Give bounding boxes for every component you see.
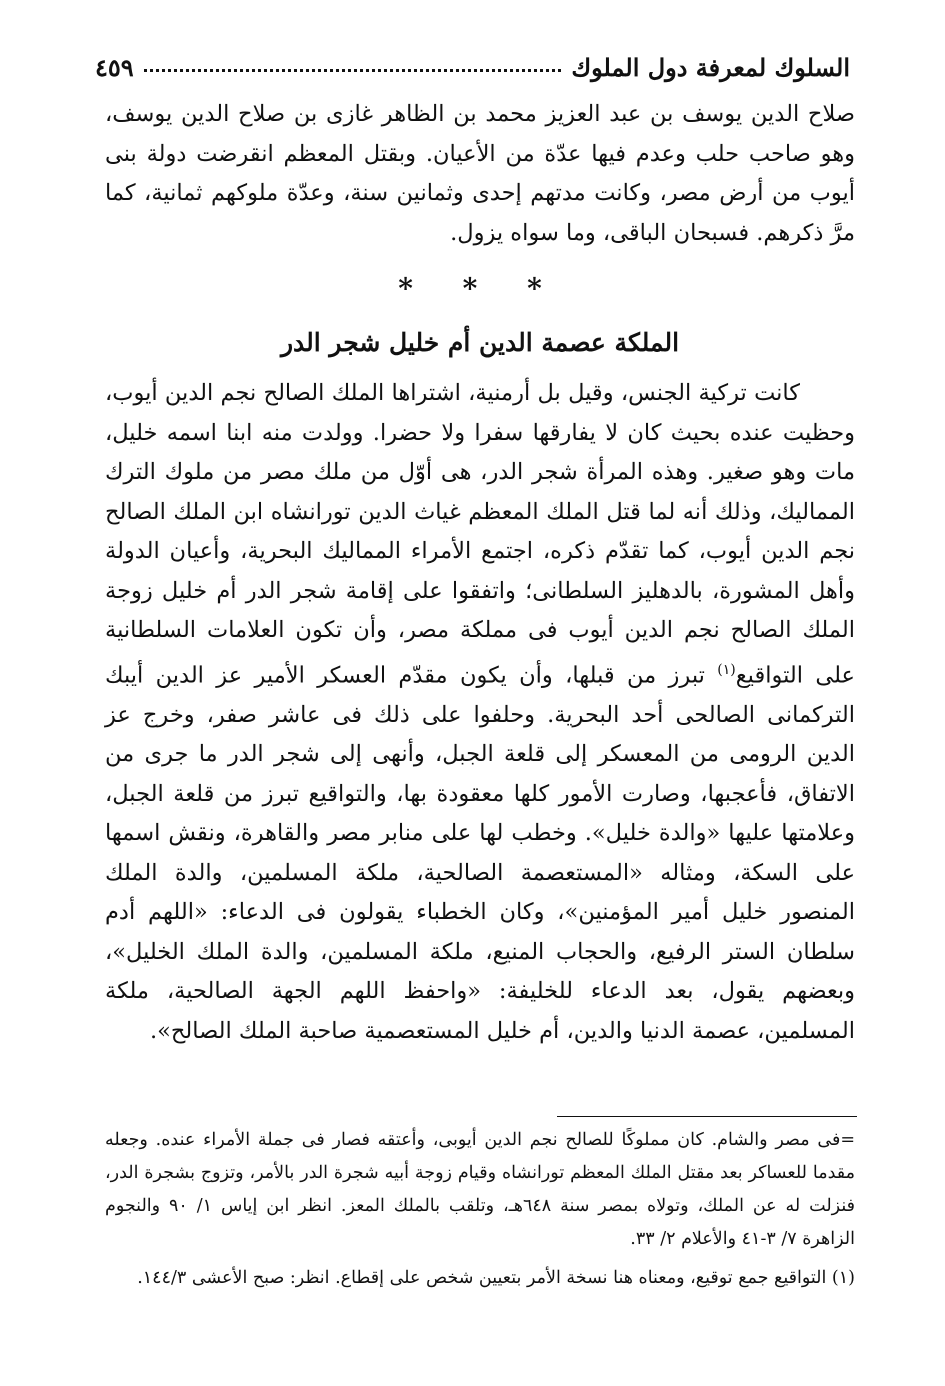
- header-dot-leader: [144, 69, 562, 72]
- main-paragraph-part-2: تبرز من قبلها، وأن يكون مقدّم العسكر الأمير عز الدين أيبك التركمانى الصالحى أحد البحرية. وحلفوا على ذلك فى عاشر صفر، وخرج عز الدين الرومى من المعسكر إلى قلعة الجبل، وأنهى إلى شجر الدر ما جرى من الاتفاق، فأعجبها، وصارت الأمور كلها معقودة بها، والتواقيع تبرز من قلعة الجبل، وعلامتها عليها «والدة خليل». وخطب لها على منابر مصر والقاهرة، ونقش اسمها على السكة، ومثاله «المستعصمة الصالحية، ملكة المسلمين، والدة الملك المنصور خليل أمير المؤمنين»، وكان الخطباء يقولون فى الدعاء: «اللهم أدم سلطان الستر الرفيع، والحجاب المنيع، ملكة المسلمين، والدة الملك الخليل»، وبعضهم يقول، بعد الدعاء للخليفة: «واحفظ اللهم الجهة الصالحية، ملكة المسلمين، عصمة الدنيا والدين، أم خليل المستعصمية صاحبة الملك الصالح».: [105, 662, 855, 1044]
- intro-paragraph: صلاح الدين يوسف بن عبد العزيز محمد بن الظاهر غازى بن صلاح الدين يوسف، وهو صاحب حلب وعدم فيها عدّة من الأعيان. وبقتل المعظم انقرضت دولة بنى أيوب من أرض مصر، وكانت مدتهم إحدى وثمانين سنة، وعدّة ملوكهم ثمانية، كما مرَّ ذكرهم. فسبحان الباقى، وما سواه يزول.: [105, 101, 855, 246]
- main-paragraph: [105, 374, 855, 1051]
- footnote-continuation: =فى مصر والشام. كان مملوكًا للصالح نجم الدين أيوبى، وأعتقه فصار فى جملة الأمراء عنده. وجعله مقدما للعساكر بعد مقتل الملك المعظم تورانشاه وقيام زوجة أبيه شجرة الدر بالأمر، وتزوج بشجرة الدر، فنزلت له عن الملك، وتولاه بمصر سنة ٦٤٨هـ، وتلقب بالملك المعز. انظر ابن إياس ١/ ٩٠ والنجوم الزاهرة ٧/ ٣-٤١ والأعلام ٢/ ٣٣.: [105, 1130, 855, 1249]
- body-text: [105, 95, 855, 1051]
- footnote-divider: [557, 1116, 857, 1117]
- section-heading: الملكة عصمة الدين أم خليل شجر الدر: [280, 327, 680, 357]
- section-separator: * * *: [398, 272, 562, 305]
- footnote-1: (١) التواقيع جمع توقيع، ومعناه هنا نسخة الأمر بتعيين شخص على إقطاع. انظر: صبح الأعشى ١٤٤/٣.: [137, 1268, 855, 1288]
- page-number: ٤٥٩: [95, 53, 134, 82]
- running-header: [95, 42, 850, 82]
- book-title: السلوك لمعرفة دول الملوك: [571, 53, 850, 82]
- footnotes: [105, 1124, 855, 1301]
- main-paragraph-part-1: كانت تركية الجنس، وقيل بل أرمنية، اشتراها الملك الصالح نجم الدين أيوب، وحظيت عنده بحيث كان لا يفارقها سفرا ولا حضرا. وولدت منه ابنا اسمه خليل، مات وهو صغير. وهذه المرأة شجر الدر، هى أوّل من ملك مصر من ملوك الترك المماليك، وذلك أنه لما قتل الملك المعظم غياث الدين تورانشاه ابن الملك الصالح نجم الدين أيوب، كما تقدّم ذكره، اجتمع الأمراء المماليك البحرية، وأعيان الدولة وأهل المشورة، بالدهليز السلطانى؛ واتفقوا على إقامة شجر الدر أم خليل زوجة الملك الصالح نجم الدين أيوب فى مملكة مصر، وأن تكون العلامات السلطانية على التواقيع: [105, 380, 855, 688]
- footnote-reference: (١): [717, 661, 736, 678]
